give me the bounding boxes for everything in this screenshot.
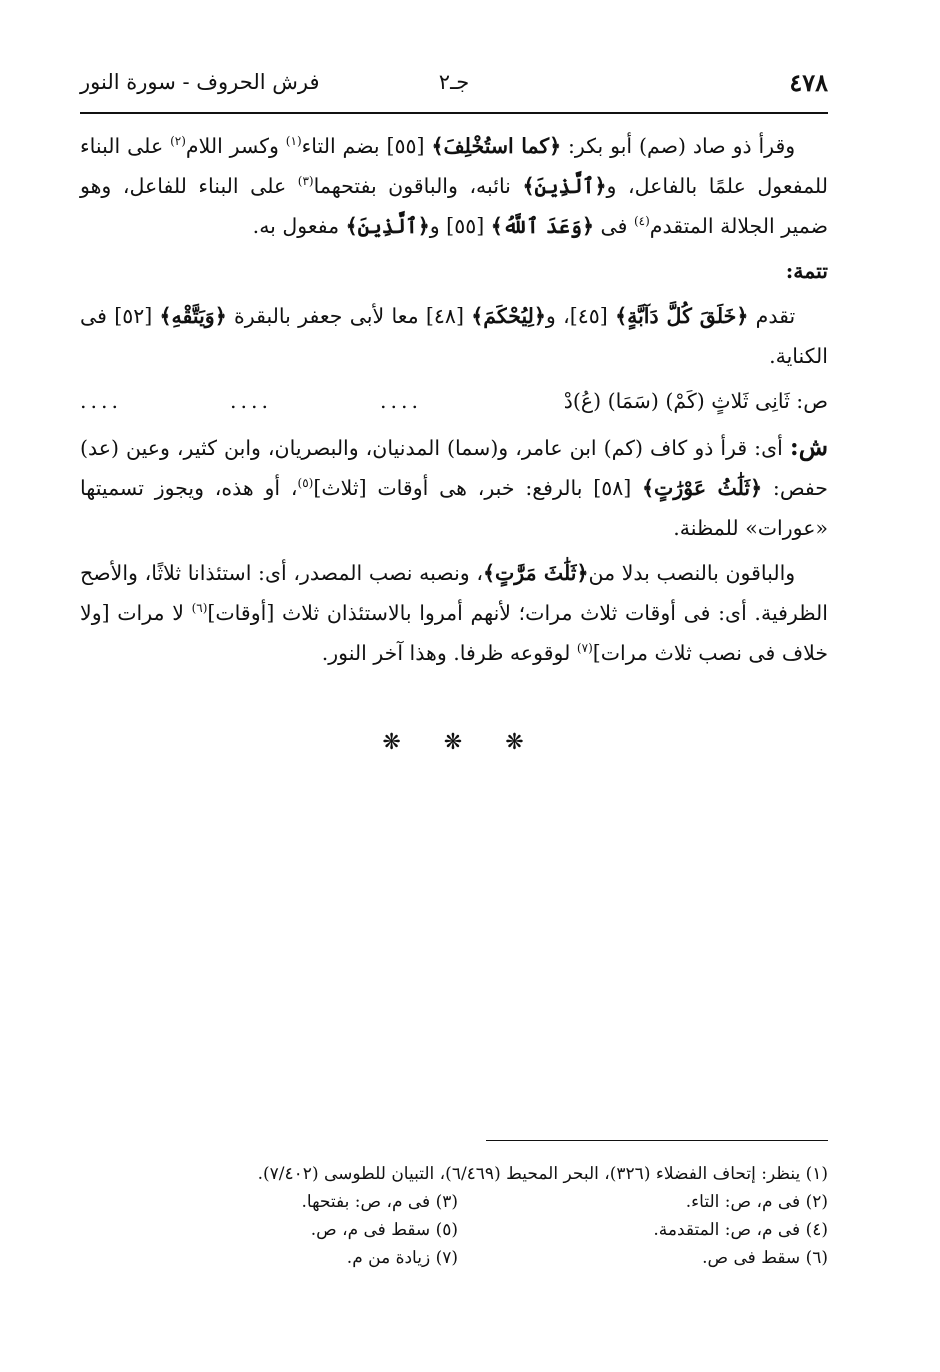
footnote-ref: (٦): [191, 601, 208, 616]
text-run: ، ونصبه نصب المصدر، أى: استئذانا ثلاثًا، والأصح الظرفية. أى: فى أوقات ثلاث مرات؛ لأنهم أمروا بالاستئذان ثلاث [أوقات]: [80, 561, 828, 625]
footnote-ref: (٤): [633, 214, 650, 229]
quran-quote: ﴿وَعَدَ ٱللَّهُ﴾: [490, 214, 594, 238]
quran-quote: ﴿خَلَقَ كُلَّ دَآبَّةٍ﴾: [615, 304, 749, 328]
text-run: لوقوعه ظرفا. وهذا آخر النور.: [321, 641, 571, 665]
paragraph-1: [80, 126, 828, 246]
asterism-icon: ❋: [382, 730, 401, 755]
section-heading: تتمة:: [785, 259, 828, 283]
section-separator: [0, 730, 940, 755]
text-run: والباقون بالنصب بدلا من: [588, 561, 796, 585]
paragraph-2: [80, 296, 828, 376]
verse-ellipsis: ....: [380, 389, 423, 413]
quran-quote: ﴿لِيُحْكَمَ﴾: [471, 304, 546, 328]
text-run: [٥٨] بالرفع: خبر، هى أوقات [ثلاث]: [313, 476, 632, 500]
text-run: نائبه، والباقون بفتحهما: [313, 174, 511, 198]
footnote-row: [160, 1244, 828, 1272]
footnote-3: (٣) فى م، ص: بفتحها.: [301, 1192, 458, 1212]
footnote-2: (٢) فى م، ص: التاء.: [685, 1192, 828, 1212]
poem-verse: [80, 381, 828, 423]
footnote-5: (٥) سقط فى م، ص.: [310, 1220, 458, 1240]
main-text: [80, 126, 828, 678]
text-run: [٥٥] بضم التاء: [301, 134, 425, 158]
footnote-row: [160, 1160, 828, 1188]
text-run: [٤٨] معا لأبى جعفر بالبقرة: [234, 304, 464, 328]
quran-quote: ﴿ثَلَٰثُ عَوْرَٰتٍ﴾: [642, 476, 763, 500]
running-header: [80, 62, 828, 106]
text-run: تقدم: [755, 304, 796, 328]
footnote-row: [160, 1188, 828, 1216]
text-run: أى: قرأ ذو كاف (كم) ابن عامر، و(سما) المدنيان، والبصريان، وابن كثير، وعين (عد) حفص:: [80, 436, 828, 500]
text-run: وقرأ ذو صاد (صم) أبو بكر:: [568, 134, 796, 158]
header-rule: [80, 112, 828, 114]
quran-quote: ﴿ٱلَّذِينَ﴾: [345, 214, 430, 238]
text-run: مفعول به.: [252, 214, 340, 238]
footnote-1: (١) ينظر: إتحاف الفضلاء (٣٢٦)، البحر المحيط (٦/٤٦٩)، التبيان للطوسى (٧/٤٠٢).: [257, 1164, 828, 1184]
text-run: [٤٥]، و: [545, 304, 608, 328]
quran-quote: ﴿ٱلَّذِينَ﴾: [522, 174, 607, 198]
text-run: ، أو هذه، ويجوز تسميتها «عورات» للمظنة.: [80, 476, 828, 540]
footnote-6: (٦) سقط فى ص.: [702, 1248, 828, 1268]
footnote-rule: [486, 1140, 828, 1141]
commentary-mark: ش:: [789, 432, 828, 461]
text-run: فى: [600, 214, 628, 238]
footnotes: [160, 1160, 828, 1272]
footnote-7: (٧) زيادة من م.: [346, 1248, 458, 1268]
text-run: على البناء للفاعل، وهو ضمير الجلالة المتقدم: [80, 174, 828, 238]
footnote-row: [160, 1216, 828, 1244]
paragraph-3: [80, 427, 828, 548]
volume-label: جـ٢: [438, 70, 470, 94]
footnote-4: (٤) فى م، ص: المتقدمة.: [653, 1220, 828, 1240]
text-run: على البناء للمفعول علمًا بالفاعل، و: [80, 134, 828, 198]
quran-quote: ﴿ثَلَٰثَ مَرَّٰتٍ﴾: [482, 561, 589, 585]
asterism-icon: ❋: [505, 730, 524, 755]
footnote-ref: (٣): [297, 174, 314, 189]
quran-quote: ﴿وَيَتَّقْهِ﴾: [159, 304, 227, 328]
text-run: وكسر اللام: [185, 134, 279, 158]
chapter-title: فرش الحروف - سورة النور: [80, 70, 320, 94]
quran-quote: ﴿كما استُخْلِفَ﴾: [431, 134, 562, 158]
footnote-ref: (٥): [297, 476, 314, 491]
verse-ellipsis: ....: [230, 389, 273, 413]
page-number: ٤٧٨: [789, 68, 828, 97]
asterism-icon: ❋: [443, 730, 463, 755]
verse-text: ص: ثَانِى ثَلاثٍ (كَمْ) (سَمَا) (عُ)دْ: [563, 389, 828, 413]
verse-ellipsis: ....: [80, 389, 123, 413]
footnote-ref: (٢): [170, 134, 186, 149]
text-run: [٥٢] فى الكناية.: [80, 304, 828, 368]
paragraph-4: [80, 553, 828, 673]
footnote-ref: (١): [285, 134, 302, 149]
text-run: [٥٥] و: [429, 214, 485, 238]
text-run: لا مرات [ولا خلاف فى نصب ثلاث مرات]: [80, 601, 828, 665]
footnote-ref: (٧): [576, 641, 593, 656]
